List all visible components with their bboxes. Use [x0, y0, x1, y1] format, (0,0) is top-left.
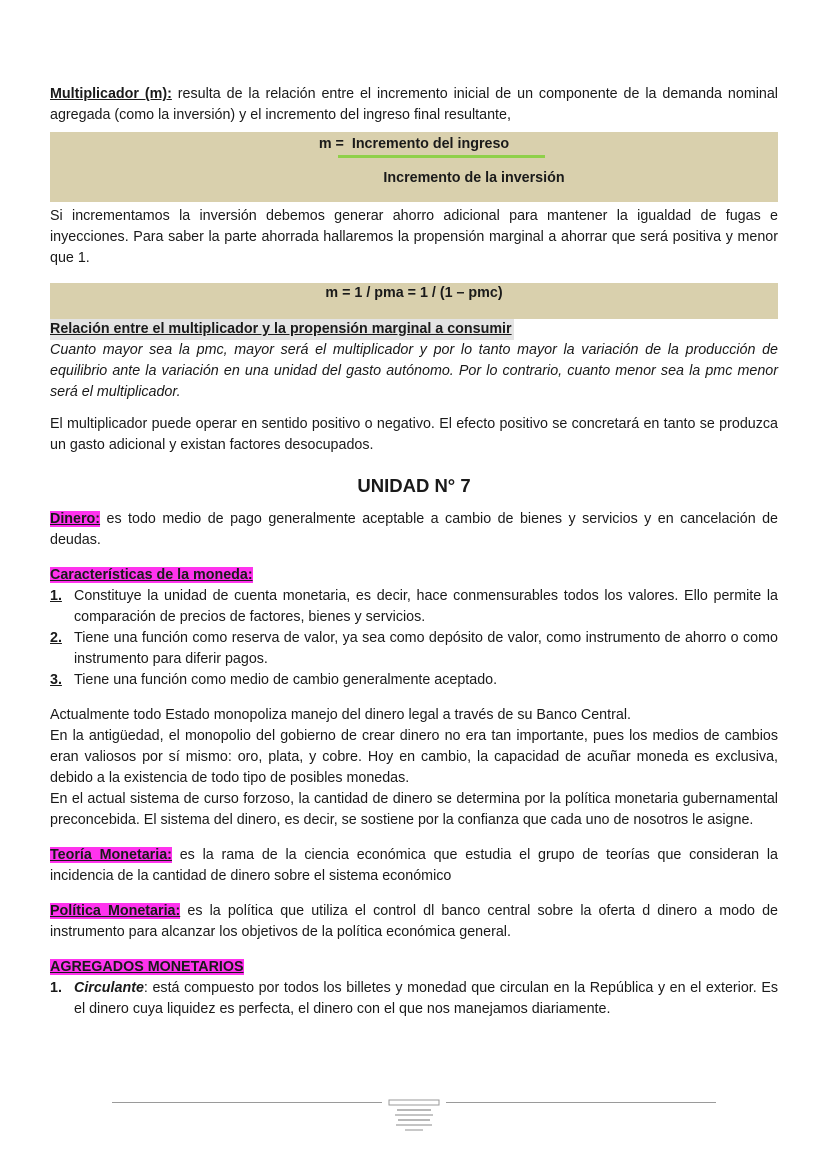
multiplier-text: resulta de la relación entre el incremento inicial de un componente de la demanda nominal agregada (como la inversión) y el incremento del ingreso final resultante, — [50, 86, 778, 123]
list-item-number: 1. — [50, 588, 62, 604]
formula-denominator: Incremento de la inversión — [383, 170, 565, 186]
multiplier-formula-box — [50, 132, 778, 202]
dinero-text: es todo medio de pago generalmente aceptable a cambio de bienes y servicios y en cancelación de deudas. — [50, 511, 778, 548]
list-item — [50, 628, 778, 670]
list-item-text: : está compuesto por todos los billetes y monedad que circulan en la República y en el exterior. Es el dinero cuya liquidez es perfecta, el dinero con el que nos manejamos diariamente. — [74, 980, 778, 1017]
list-item — [50, 978, 778, 1020]
list-item — [50, 586, 778, 628]
politica-term: Política Monetaria: — [50, 903, 181, 919]
formula-denominator-row — [50, 167, 778, 202]
multiplier-term: Multiplicador (m): — [50, 86, 172, 102]
history-paragraph: En el actual sistema de curso forzoso, la cantidad de dinero se determina por la política monetaria gubernamental preconcebida. El sistema del dinero, es decir, se sostiene por la confianza que cada uno de nosotros le asigne. — [50, 791, 778, 828]
politica-definition — [50, 901, 778, 943]
relation-text: Cuanto mayor sea la pmc, mayor será el multiplicador y por lo tanto mayor la variación de la producción de equilibrio ante la variación en una unidad del gasto autónomo. Por lo contrario, cuanto menor sea la pmc menor será el multiplicador. — [50, 342, 778, 400]
agregados-heading: AGREGADOS MONETARIOS — [50, 959, 244, 975]
characteristics-list — [50, 586, 778, 691]
history-paragraph: En la antigüedad, el monopolio del gobierno de crear dinero no era tan importante, pues los medios de cambios eran valiosos por sí mismo: oro, plata, y cobre. Hoy en cambio, la capacidad de acuñar moneda es exclusiva, debido a la existencia de todo tipo de posibles monedas. — [50, 728, 778, 786]
formula-numerator-row — [50, 132, 778, 167]
pma-formula-box — [50, 283, 778, 319]
list-item-number: 1. — [50, 980, 62, 996]
relation-heading: Relación entre el multiplicador y la propensión marginal a consumir — [50, 319, 514, 340]
teoria-term: Teoría Monetaria: — [50, 847, 172, 863]
agregados-list — [50, 978, 778, 1020]
effect-paragraph: El multiplicador puede operar en sentido positivo o negativo. El efecto positivo se concretará en tanto se produzca un gasto adicional y existan factores desocupados. — [50, 416, 778, 453]
list-item — [50, 670, 778, 691]
list-item-text: Tiene una función como reserva de valor, ya sea como depósito de valor, como instrumento de ahorro o como instrumento para diferir pagos. — [74, 630, 778, 667]
agregados-section — [50, 957, 778, 1020]
list-item-number: 3. — [50, 672, 62, 688]
dinero-term: Dinero: — [50, 511, 101, 527]
relation-section — [50, 319, 778, 403]
dinero-definition — [50, 509, 778, 551]
document-page — [50, 84, 778, 1020]
formula-prefix: m = — [318, 136, 348, 152]
footer-divider-left — [112, 1102, 382, 1103]
footer-divider-right — [446, 1102, 716, 1103]
list-item-number: 2. — [50, 630, 62, 646]
teoria-definition — [50, 845, 778, 887]
multiplier-definition — [50, 84, 778, 126]
characteristics-section — [50, 565, 778, 691]
savings-paragraph: Si incrementamos la inversión debemos generar ahorro adicional para mantener la igualdad de fugas e inyecciones. Para saber la parte ahorrada hallaremos la propensión marginal a ahorrar que será positiva y menor que 1. — [50, 208, 778, 266]
footer-logo-icon — [387, 1098, 441, 1134]
list-item-text: Tiene una función como medio de cambio generalmente aceptado. — [74, 672, 498, 688]
list-item-text: Constituye la unidad de cuenta monetaria, es decir, hace conmensurables todos los valores. Ello permite la comparación de precios de factores, bienes y servicios. — [74, 588, 778, 625]
history-paragraph: Actualmente todo Estado monopoliza manejo del dinero legal a través de su Banco Central. — [50, 707, 631, 723]
formula-numerator: Incremento del ingreso — [351, 136, 510, 152]
history-section — [50, 705, 778, 831]
characteristics-heading: Características de la moneda: — [50, 567, 253, 583]
politica-text: es la política que utiliza el control dl banco central sobre la oferta d dinero a modo de instrumento para alcanzar los objetivos de la política económica general. — [50, 903, 778, 940]
pma-formula: m = 1 / pma = 1 / (1 – pmc) — [325, 285, 503, 301]
unit-title: UNIDAD N° 7 — [357, 475, 471, 496]
list-item-term: Circulante — [74, 980, 144, 996]
teoria-text: es la rama de la ciencia económica que estudia el grupo de teorías que consideran la incidencia de la cantidad de dinero sobre el sistema económico — [50, 847, 778, 884]
